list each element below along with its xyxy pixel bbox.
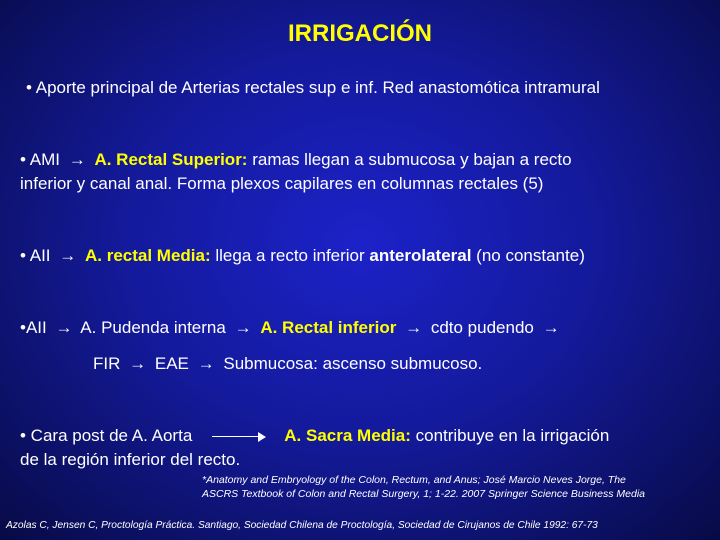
reference-anatomy — [202, 473, 645, 501]
arrow-icon: → — [68, 150, 86, 169]
reference-anatomy-line1: *Anatomy and Embryology of the Colon, Rectum, and Anus; José Marcio Neves Jorge, The — [202, 474, 626, 486]
superior-rectal-artery-label: A. Rectal Superior: — [94, 150, 248, 169]
reference-azolas: Azolas C, Jensen C, Proctología Práctica. Santiago, Sociedad Chilena de Proctología, Sociedad de Cirujanos de Chile 1992: 67-73 — [6, 520, 598, 531]
bullet-aii-inferior-line2 — [93, 352, 482, 376]
inferior-rectal-artery-label: A. Rectal inferior — [260, 318, 397, 337]
arrow-icon: → — [542, 318, 560, 337]
middle-rectal-artery-label: A. rectal Media: — [85, 246, 211, 265]
bullet-ami — [20, 148, 572, 196]
pudenda-artery-label: A. Pudenda interna — [80, 318, 226, 337]
pudendal-canal-label: cdto pudendo — [430, 318, 534, 337]
reference-anatomy-line2: ASCRS Textbook of Colon and Rectal Surgery, 1; 1-22. 2007 Springer Science Business Media — [202, 488, 645, 500]
median-sacral-artery-label: A. Sacra Media: — [284, 426, 411, 445]
bullet-aorta-text: contribuye en la irrigación — [410, 426, 610, 445]
anterolateral-label: anterolateral — [369, 246, 472, 265]
bullet-ami-prefix: • AMI — [20, 150, 60, 169]
submucosa-label: Submucosa: ascenso submucoso. — [223, 354, 483, 373]
bullet-aorta-line2: de la región inferior del recto. — [20, 450, 241, 469]
bullet-aii2-prefix: •AII — [20, 318, 47, 337]
arrow-icon: → — [197, 354, 215, 373]
bullet-main-supply: • Aporte principal de Arterias rectales sup e inf. Red anastomótica intramural — [26, 78, 600, 97]
bullet-aii-inferior — [20, 316, 564, 340]
slide-title: IRRIGACIÓN — [288, 20, 432, 47]
bullet-aii-end: (no constante) — [471, 246, 585, 265]
long-arrow-icon — [212, 432, 266, 442]
arrow-icon: → — [129, 354, 147, 373]
arrow-icon: → — [405, 318, 423, 337]
bullet-ami-text: ramas llegan a submucosa y bajan a recto — [247, 150, 572, 169]
bullet-aii-media — [20, 244, 585, 268]
bullet-aorta — [20, 424, 609, 472]
bullet-aii-prefix: • AII — [20, 246, 51, 265]
arrow-icon: → — [234, 318, 252, 337]
bullet-aii-text: llega a recto inferior — [210, 246, 370, 265]
bullet-aorta-prefix: • Cara post de A. Aorta — [20, 426, 193, 445]
fir-label: FIR — [93, 354, 121, 373]
eae-label: EAE — [154, 354, 189, 373]
arrow-icon: → — [59, 246, 77, 265]
arrow-icon: → — [55, 318, 73, 337]
bullet-ami-line2: inferior y canal anal. Forma plexos capilares en columnas rectales (5) — [20, 174, 544, 193]
